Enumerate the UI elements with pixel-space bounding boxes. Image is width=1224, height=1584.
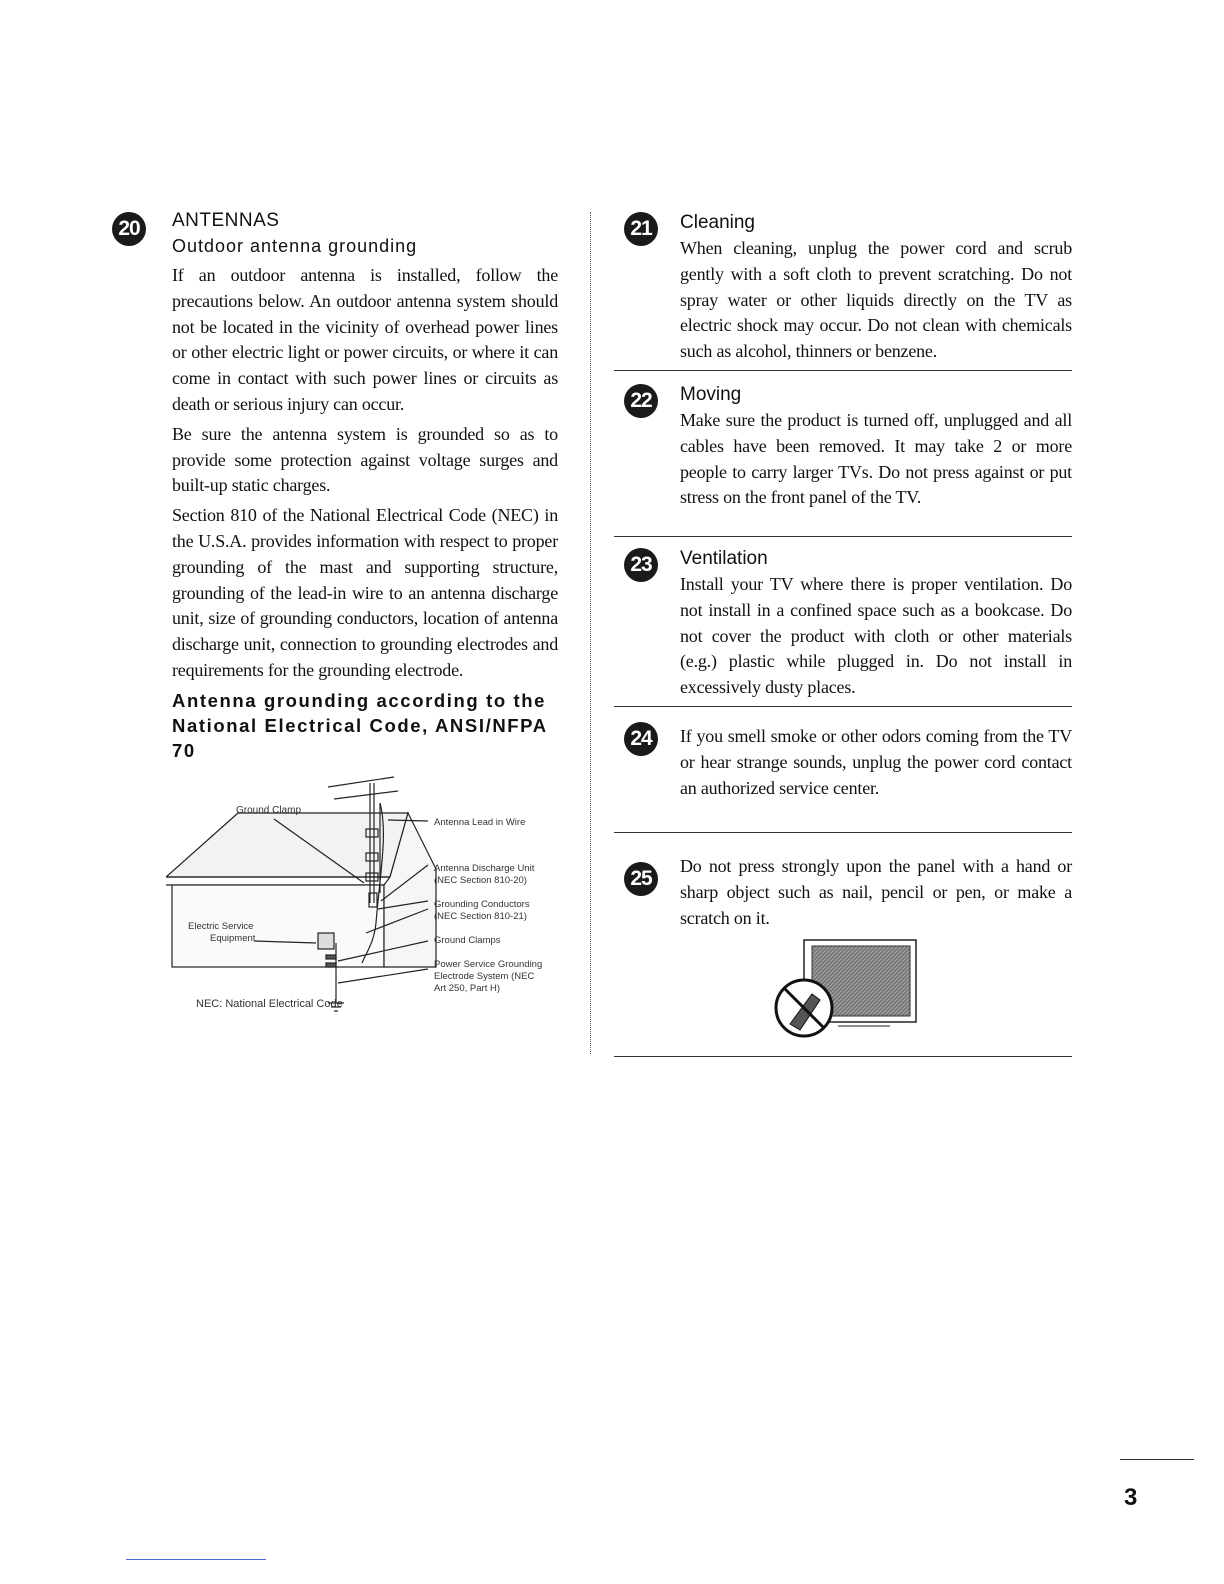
bottom-link-line [126, 1559, 266, 1560]
antennas-heading: ANTENNAS [172, 210, 280, 231]
section-rule [614, 706, 1072, 707]
power-service-electrode-label: Electrode System (NEC [434, 970, 535, 982]
ventilation-text: Install your TV where there is proper ventilation. Do not install in a confined space such as a bookcase. Do not cover the product with cloth or other materials (e.g.) plastic while plugged in. Do not install in excessively dusty places. [680, 574, 1072, 698]
nec-note-label: NEC: National Electrical Code [196, 997, 343, 1010]
outdoor-antenna-grounding-heading: Outdoor antenna grounding [172, 236, 418, 256]
section-25-badge: 25 [624, 862, 658, 896]
footer-rule [1120, 1459, 1194, 1460]
section-24-badge: 24 [624, 722, 658, 756]
panel-pressure-text: Do not press strongly upon the panel with a hand or sharp object such as nail, pencil or pen, or make a scratch on it. [680, 856, 1072, 928]
power-service-label: Power Service Grounding [434, 958, 543, 970]
antenna-grounding-diagram [166, 773, 566, 1023]
moving-text: Make sure the product is turned off, unplugged and all cables have been removed. It may take 2 or more people to carry larger TVs. Do not press against or put stress on the front panel of the TV. [680, 410, 1072, 508]
power-service-article-label: Art 250, Part H) [434, 982, 500, 994]
moving-title: Moving [680, 384, 742, 405]
grounding-conductors-label: Grounding Conductors [434, 898, 530, 910]
section-rule [614, 832, 1072, 833]
section-rule [614, 370, 1072, 371]
section-rule [614, 536, 1072, 537]
no-sharp-object-illustration [774, 938, 924, 1048]
ground-clamps-label: Ground Clamps [434, 934, 501, 946]
grounding-conductors-section-label: (NEC Section 810-21) [434, 910, 527, 922]
section-23-badge: 23 [624, 548, 658, 582]
cleaning-text: When cleaning, unplug the power cord and scrub gently with a soft cloth to prevent scratching. Do not spray water or other liquids directly on the TV as electric shock may occur. Do not clean with chemicals such as alcohol, thinners or benzene. [680, 238, 1072, 362]
antenna-paragraph-3: Section 810 of the National Electrical Code (NEC) in the U.S.A. provides information with respect to proper grounding of the mast and supporting structure, grounding of the lead-in wire to an antenna discharge unit, size of grounding conductors, location of antenna discharge unit, connection to grounding electrodes and requirements for the grounding electrode. [172, 505, 558, 680]
discharge-unit-label: Antenna Discharge Unit [434, 862, 535, 874]
antenna-paragraph-1: If an outdoor antenna is installed, follow the precautions below. An outdoor antenna system should not be located in the vicinity of overhead power lines or other electric light or power circuits, or where it can come in contact with such power lines or circuits as death or serious injury can occur. [172, 265, 558, 414]
page-number: 3 [1124, 1484, 1138, 1511]
panel-pressure-section [614, 854, 1072, 935]
section-rule [614, 1056, 1072, 1057]
section-21-badge: 21 [624, 212, 658, 246]
section-20-badge: 20 [112, 212, 146, 246]
antennas-section [112, 208, 558, 1028]
electric-service-equipment-label: Equipment [210, 932, 256, 944]
ground-clamp-label: Ground Clamp [236, 804, 302, 816]
antenna-lead-label: Antenna Lead in Wire [434, 816, 526, 828]
section-22-badge: 22 [624, 384, 658, 418]
smoke-section [614, 724, 1072, 805]
discharge-unit-section-label: (NEC Section 810-20) [434, 874, 527, 886]
smoke-text: If you smell smoke or other odors coming from the TV or hear strange sounds, unplug the power cord contact an authorized service center. [680, 726, 1072, 798]
ventilation-section [614, 544, 1072, 705]
antenna-grounding-nec-heading: Antenna grounding according to the National Electrical Code, ANSI/NFPA 70 [172, 689, 548, 761]
column-divider [590, 212, 591, 1054]
cleaning-title: Cleaning [680, 212, 755, 233]
electric-service-label: Electric Service [188, 920, 254, 932]
cleaning-section [614, 208, 1072, 369]
moving-section [614, 380, 1072, 515]
antenna-paragraph-2: Be sure the antenna system is grounded so as to provide some protection against voltage surges and built-up static charges. [172, 423, 558, 496]
ventilation-title: Ventilation [680, 548, 768, 569]
